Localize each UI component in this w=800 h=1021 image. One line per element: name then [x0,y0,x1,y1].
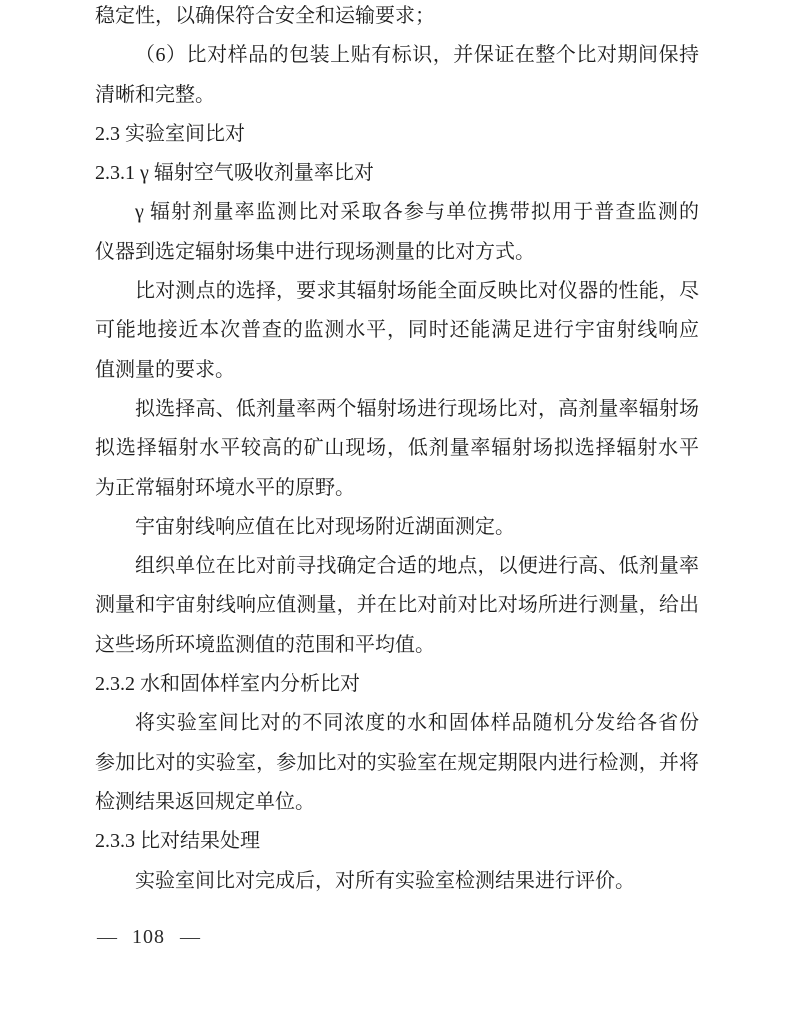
paragraph-line: 这些场所环境监测值的范围和平均值。 [95,633,435,656]
paragraph-line: 仪器到选定辐射场集中进行现场测量的比对方式。 [95,240,535,263]
paragraph-line: 实验室间比对完成后，对所有实验室检测结果进行评价。 [135,869,635,892]
page-footer [97,926,200,949]
section-heading-2-3: 2.3 实验室间比对 [95,122,245,145]
paragraph-line: 清晰和完整。 [95,83,215,106]
paragraph-line: 为正常辐射环境水平的原野。 [95,476,355,499]
paragraph-line: （6）比对样品的包装上贴有标识，并保证在整个比对期间保持 [135,44,699,67]
paragraph-line: 拟选择高、低剂量率两个辐射场进行现场比对，高剂量率辐射场 [135,397,699,420]
paragraph-line: 将实验室间比对的不同浓度的水和固体样品随机分发给各省份 [135,712,699,735]
paragraph-line: 值测量的要求。 [95,358,235,381]
paragraph-line: γ 辐射剂量率监测比对采取各参与单位携带拟用于普查监测的 [135,201,699,224]
page-number: 108 [132,926,165,948]
paragraph-line: 组织单位在比对前寻找确定合适的地点，以便进行高、低剂量率 [135,555,699,578]
paragraph-line: 参加比对的实验室，参加比对的实验室在规定期限内进行检测，并将 [95,751,699,774]
section-heading-2-3-2: 2.3.2 水和固体样室内分析比对 [95,673,360,696]
paragraph-line: 测量和宇宙射线响应值测量，并在比对前对比对场所进行测量，给出 [95,594,699,617]
section-heading-2-3-3: 2.3.3 比对结果处理 [95,830,260,853]
paragraph-line: 宇宙射线响应值在比对现场附近湖面测定。 [135,515,515,538]
paragraph-line: 稳定性，以确保符合安全和运输要求； [95,5,435,27]
section-heading-2-3-1: 2.3.1 γ 辐射空气吸收剂量率比对 [95,162,374,185]
paragraph-line: 拟选择辐射水平较高的矿山现场，低剂量率辐射场拟选择辐射水平 [95,437,699,460]
footer-dash-right: — [180,926,200,948]
paragraph-line: 比对测点的选择，要求其辐射场能全面反映比对仪器的性能，尽 [135,280,699,303]
paragraph-line: 检测结果返回规定单位。 [95,790,315,813]
paragraph-line: 可能地接近本次普查的监测水平，同时还能满足进行宇宙射线响应 [95,319,699,342]
footer-dash-left: — [97,926,117,948]
document-body [95,0,699,901]
